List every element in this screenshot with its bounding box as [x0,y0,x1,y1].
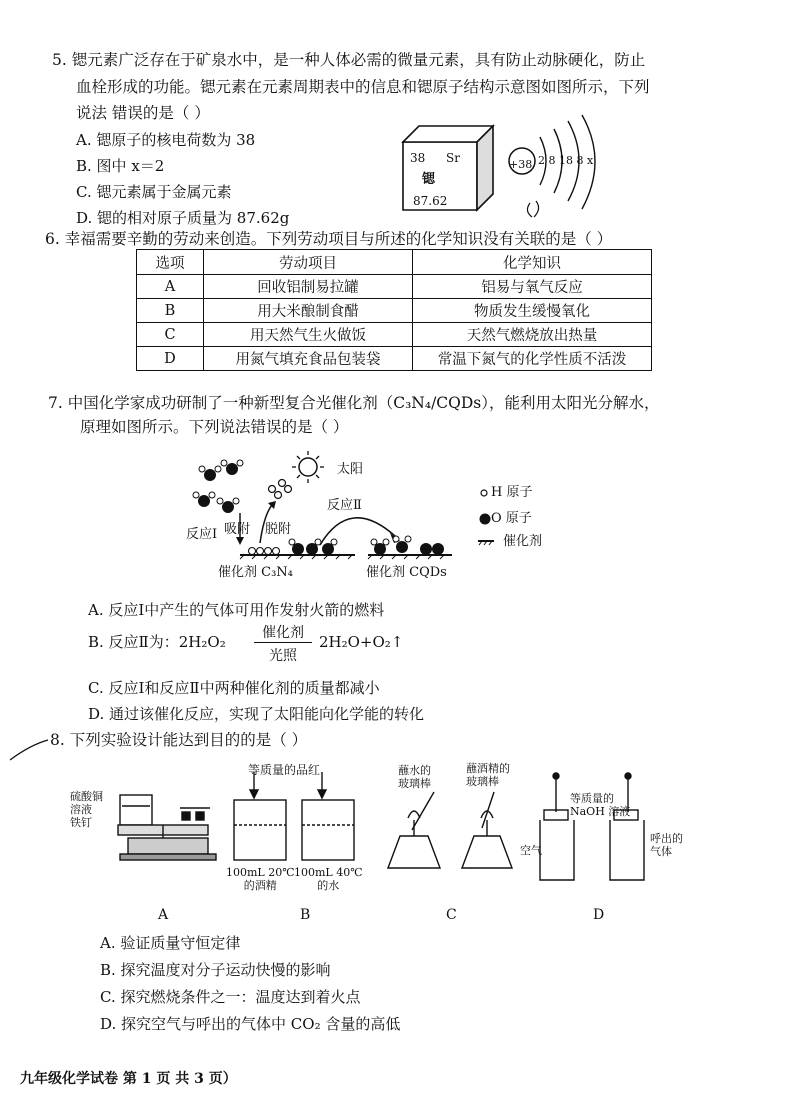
cell-symbol: Sr [446,151,460,165]
fig-d-right: 呼出的 气体 [650,832,683,858]
q8-option-c: C. 探究燃烧条件之一：温度达到着火点 [100,988,361,1006]
fig-c-left: 蘸水的 玻璃棒 [398,764,431,790]
table-cell: 回收铝制易拉罐 [204,275,413,299]
q5-option-a: A. 锶原子的核电荷数为 38 [76,131,256,149]
q5-option-c: C. 锶元素属于金属元素 [76,183,232,201]
q7-stem-line2: 原理如图所示。下列说法错误的是（ ） [80,418,349,436]
table-cell: 天然气燃烧放出热量 [413,323,652,347]
q5-stem-line3: 说法 错误的是（ ） [76,104,210,122]
q6-stem: 6. 幸福需要辛勤的劳动来创造。下列劳动项目与所述的化学知识没有关联的是（ ） [45,230,613,248]
q5-option-b: B. 图中 x＝2 [76,157,165,175]
table-cell: 物质发生缓慢氧化 [413,299,652,323]
legend-h-atom: H 原子 [491,485,533,500]
q8-option-d: D. 探究空气与呼出的气体中 CO₂ 含量的高低 [100,1015,401,1033]
q5-option-d: D. 锶的相对原子质量为 87.62g [76,209,290,227]
fig-c-right: 蘸酒精的 玻璃棒 [466,762,510,788]
q5-stem-line2: 血栓形成的功能。锶元素在元素周期表中的信息和锶原子结构示意图如图所示，下列 [76,78,650,96]
fig-b-left: 100mL 20℃ 的酒精 [226,866,295,892]
table-cell: 铝易与氧气反应 [413,275,652,299]
fig-a-label: 硫酸铜 溶液 铁钉 [70,790,103,829]
diagram-sun-label: 太阳 [337,462,364,477]
diagram-reaction1-label: 反应Ⅰ [186,527,218,542]
header-knowledge: 化学知识 [413,250,652,275]
cell-mass: 87.62 [413,194,448,208]
cell-name: 锶 [422,172,436,187]
diagram-adsorb-label: 吸附 [224,522,251,537]
header-option: 选项 [137,250,204,275]
atom-nucleus: +38 [509,158,533,171]
diagram-catalyst2-label: 催化剂 CQDs [366,565,447,580]
diagram-desorb-label: 脱附 [265,522,292,537]
table-cell: 用天然气生火做饭 [204,323,413,347]
q8-option-b: B. 探究温度对分子运动快慢的影响 [100,961,331,979]
fig-b-top: 等质量的品红 [248,763,321,777]
table-cell: 用氮气填充食品包装袋 [204,347,413,371]
q7-option-b-prefix: B. 反应Ⅱ为：2H₂O₂ [88,633,226,651]
q7-option-b-suffix: 2H₂O+O₂↑ [319,633,404,651]
fig-d-letter: D [593,907,605,923]
q7-option-a: A. 反应Ⅰ中产生的气体可用作发射火箭的燃料 [88,601,385,619]
q7-option-d: D. 通过该催化反应，实现了太阳能向化学能的转化 [88,705,425,723]
q8-option-a: A. 验证质量守恒定律 [100,934,241,952]
table-cell: D [137,347,204,371]
equation-condition-bottom: 光照 [269,648,297,664]
cell-atomic-number: 38 [410,151,426,165]
q7-stem-line1: 7. 中国化学家成功研制了一种新型复合光催化剂（C₃N₄/CQDs），能利用太阳光分解水， [48,394,660,412]
q7-option-c: C. 反应Ⅰ和反应Ⅱ中两种催化剂的质量都减小 [88,679,380,697]
q8-stem: 8. 下列实验设计能达到目的的是（ ） [50,731,308,749]
table-cell: C [137,323,204,347]
diagram-catalyst1-label: 催化剂 C₃N₄ [218,565,293,580]
fig-c-letter: C [446,907,457,923]
table-cell: 常温下氮气的化学性质不活泼 [413,347,652,371]
legend-o-atom: O 原子 [491,511,532,526]
table-cell: B [137,299,204,323]
fig-d-left: 空气 [520,844,542,857]
legend-catalyst: 催化剂 [503,534,543,549]
table-cell: 用大米酿制食醋 [204,299,413,323]
fig-b-right: 100mL 40℃ 的水 [294,866,363,892]
q5-stem-line1: 5. 锶元素广泛存在于矿泉水中，是一种人体必需的微量元素，具有防止动脉硬化，防止 [52,51,646,69]
header-labor: 劳动项目 [204,250,413,275]
atom-shells: 2 8 18 8 x [538,154,594,167]
diagram-reaction2-label: 反应Ⅱ [327,498,362,513]
table-cell: A [137,275,204,299]
fig-b-letter: B [300,907,311,923]
fig-a-letter: A [158,907,169,923]
equation-condition-top: 催化剂 [262,625,304,641]
fig-d-top: 等质量的 NaOH 溶液 [570,792,631,818]
page-footer: 九年级化学试卷 第 1 页 共 3 页） [20,1071,237,1087]
